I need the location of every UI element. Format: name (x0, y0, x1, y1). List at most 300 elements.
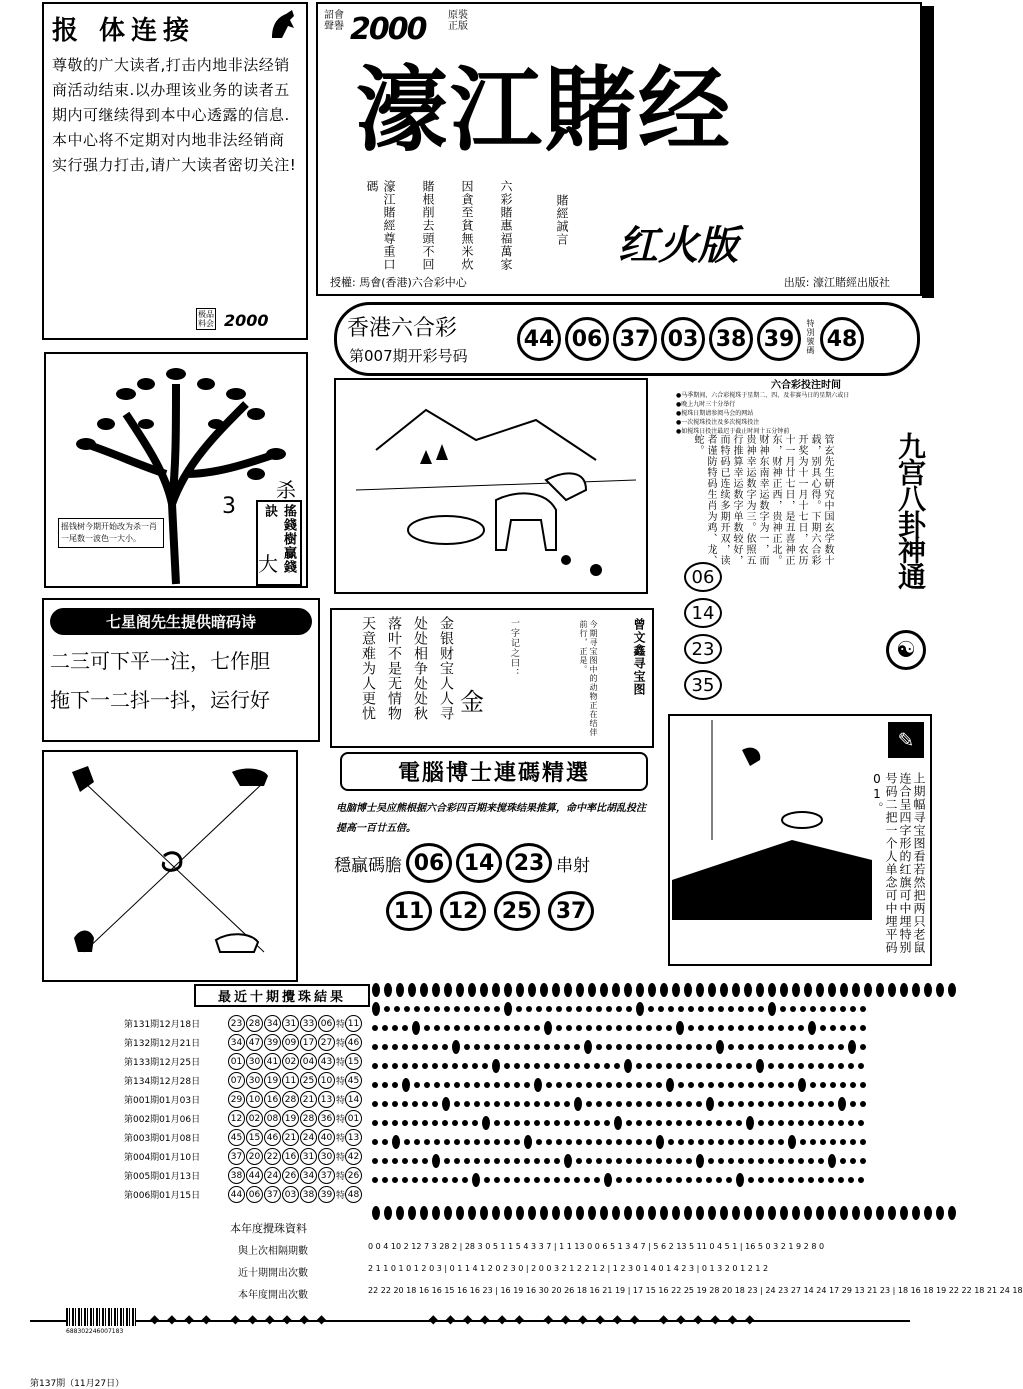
result-row (124, 1071, 363, 1090)
grid-dot (720, 1206, 728, 1220)
schedule-line: ●一次搅珠投注及多次搅珠投注 (676, 419, 760, 426)
grid-dot (672, 1206, 680, 1220)
grid-dot (676, 1158, 682, 1164)
grid-dot (576, 1206, 584, 1220)
grid-dot (798, 1063, 804, 1069)
grid-dot (392, 1044, 398, 1050)
grid-dot (412, 1177, 418, 1183)
grid-dot (666, 1158, 672, 1164)
grid-dot (732, 983, 740, 997)
grid-dot (564, 983, 572, 997)
grid-dot (434, 1025, 440, 1031)
grid-dot (372, 1044, 378, 1050)
grid-dot (586, 1082, 592, 1088)
grid-dot (656, 1101, 662, 1107)
riddle-label: 一字记之曰： (509, 618, 519, 678)
grid-dot (636, 1158, 642, 1164)
grid-dot (626, 1177, 632, 1183)
grid-dot (678, 1139, 684, 1145)
grid-dot (372, 1120, 378, 1126)
grid-dot (768, 1101, 774, 1107)
grid-dot (828, 1177, 834, 1183)
draw-ball: 06 (565, 317, 609, 361)
grid-dot (432, 983, 440, 997)
grid-dot (484, 1139, 490, 1145)
grid-dot (738, 1025, 744, 1031)
grid-dot (864, 1206, 872, 1220)
auth-label: 授權: (330, 276, 356, 289)
animals-walking-illustration (336, 380, 646, 592)
grid-dot (474, 1044, 480, 1050)
grid-dot (412, 1044, 418, 1050)
result-ball: 20 (246, 1148, 263, 1165)
pick-ball: 23 (506, 843, 552, 883)
grid-dot (392, 1101, 398, 1107)
grid-dot (738, 1006, 744, 1012)
masthead-shadow (922, 6, 934, 298)
grid-dot (860, 1006, 866, 1012)
grid-dot (828, 1044, 834, 1050)
computer-row-1 (334, 843, 654, 883)
grid-dot (888, 983, 896, 997)
grid-dot (830, 1025, 836, 1031)
grid-dot (464, 1025, 470, 1031)
grid-dot (858, 1177, 864, 1183)
grid-dot (736, 1063, 742, 1069)
grid-dot (574, 1120, 580, 1126)
grid-dot (566, 1006, 572, 1012)
grid-dot (948, 983, 956, 997)
grid-dot (504, 1177, 510, 1183)
grid-dot (584, 1040, 592, 1054)
grid-dot (454, 1082, 460, 1088)
grid-dot (624, 983, 632, 997)
grid-row (370, 1132, 810, 1151)
result-special-ball: 42 (345, 1148, 362, 1165)
grid-dot (696, 1154, 704, 1168)
riddle-note: 今期寻宝图中的动物正在结伴前行，正是。 (579, 620, 598, 737)
special-label: 特別號碼 (806, 319, 815, 355)
grid-dot (912, 983, 920, 997)
grid-dot (788, 1120, 794, 1126)
grid-dot (840, 983, 848, 997)
grid-dot (816, 1206, 824, 1220)
grid-dot (422, 1177, 428, 1183)
result-ball: 22 (264, 1148, 281, 1165)
grid-dot (718, 1101, 724, 1107)
grid-dot (728, 1044, 734, 1050)
grid-dot (768, 1206, 776, 1220)
poem-line-1: 二三可下平一注，七作胆 (50, 649, 270, 673)
grid-dot (472, 1063, 478, 1069)
computer-label-right: 串射 (556, 855, 590, 876)
grid-dot (616, 1177, 622, 1183)
result-special-ball: 46 (345, 1034, 362, 1051)
grid-dot (514, 1158, 520, 1164)
grid-dot (372, 1177, 378, 1183)
grid-dot (696, 1063, 702, 1069)
grid-dot (728, 1158, 734, 1164)
result-ball: 02 (246, 1110, 263, 1127)
grid-dot (748, 1158, 754, 1164)
grid-dot (768, 1177, 774, 1183)
grid-dot (626, 1101, 632, 1107)
grid-dot (534, 1078, 542, 1092)
treasure-icon: ✎ (888, 722, 924, 758)
result-ball: 40 (318, 1129, 335, 1146)
grid-dot (668, 1139, 674, 1145)
result-row (124, 1109, 363, 1128)
grid-dot (596, 1139, 602, 1145)
grid-dot (586, 1139, 592, 1145)
pick-ball: 06 (684, 562, 722, 592)
grid-dot (464, 1158, 470, 1164)
result-ball: 38 (300, 1186, 317, 1203)
grid-dot (848, 1120, 854, 1126)
grid-dot (818, 1120, 824, 1126)
grid-dot (402, 1063, 408, 1069)
grid-dot (768, 1002, 776, 1016)
result-special-ball: 14 (345, 1091, 362, 1108)
grid-dot (604, 1063, 610, 1069)
pick-ball: 35 (684, 670, 722, 700)
result-ball: 38 (228, 1167, 245, 1184)
grid-dot (744, 1206, 752, 1220)
grid-dot (748, 1177, 754, 1183)
grid-dot (402, 1177, 408, 1183)
grid-dot (454, 1006, 460, 1012)
grid-dot (624, 1206, 632, 1220)
grid-dot (402, 1158, 408, 1164)
grid-dot (614, 1063, 620, 1069)
grid-dot (556, 1025, 562, 1031)
result-ball: 46 (264, 1129, 281, 1146)
masthead (316, 2, 922, 296)
grid-dot (718, 1158, 724, 1164)
grid-dot (758, 1139, 764, 1145)
grid-dot (698, 1082, 704, 1088)
grid-dot (768, 983, 776, 997)
grid-dot (494, 1177, 500, 1183)
grid-dot (612, 1206, 620, 1220)
grid-dot (452, 1040, 460, 1054)
grid-dot (800, 1006, 806, 1012)
result-ball: 06 (318, 1015, 335, 1032)
grid-dot (422, 1120, 428, 1126)
grid-dot (876, 983, 884, 997)
grid-dot (516, 1206, 524, 1220)
grid-dot (372, 1002, 380, 1016)
result-ball: 16 (282, 1148, 299, 1165)
grid-dot (412, 1063, 418, 1069)
grid-dot (716, 1063, 722, 1069)
grid-dot (626, 1082, 632, 1088)
grid-dot (756, 1059, 764, 1073)
grid-dot (790, 1006, 796, 1012)
grid-dot (412, 1158, 418, 1164)
grid-dot (828, 1206, 836, 1220)
grid-dot (424, 1139, 430, 1145)
grid-dot (616, 1025, 622, 1031)
grid-dot (382, 1044, 388, 1050)
draw-ball: 37 (613, 317, 657, 361)
grid-dot (728, 1082, 734, 1088)
grid-dot (828, 1120, 834, 1126)
result-ball: 41 (264, 1053, 281, 1070)
grid-dot (514, 1044, 520, 1050)
grid-dot (798, 1101, 804, 1107)
grid-dot (850, 1082, 856, 1088)
result-ball: 34 (264, 1015, 281, 1032)
grid-dot (546, 1006, 552, 1012)
result-row (124, 1090, 363, 1109)
grid-dot (738, 1158, 744, 1164)
grid-dot (800, 1139, 806, 1145)
grid-dot (646, 1139, 652, 1145)
grid-dot (454, 1101, 460, 1107)
masthead-col: 六彩賭惠福萬家 (499, 180, 513, 271)
treasure-box (668, 714, 932, 966)
grid-row (370, 999, 810, 1018)
grid-dot (484, 1006, 490, 1012)
grid-dot (758, 1025, 764, 1031)
bagua-icon: ☯ (886, 630, 926, 670)
grid-dot (820, 1025, 826, 1031)
grid-dot (564, 1154, 572, 1168)
draw-title: 香港六合彩 (347, 316, 458, 341)
grid-dot (606, 1006, 612, 1012)
grid-dot (788, 1177, 794, 1183)
grid-dot (850, 1006, 856, 1012)
schedule-title: 六合彩投注时间 (771, 380, 841, 391)
riddle-side: 曾文鑫寻宝图 (632, 618, 646, 696)
grid-dot (736, 1173, 744, 1187)
grid-dot (616, 1044, 622, 1050)
grid-dot (656, 1063, 662, 1069)
grid-dot (596, 1082, 602, 1088)
grid-dot (556, 1082, 562, 1088)
grid-dot (420, 983, 428, 997)
grid-dot (656, 1158, 662, 1164)
grid-dot (514, 1139, 520, 1145)
grid-dot (838, 1177, 844, 1183)
grid-dot (456, 1206, 464, 1220)
ten-values: 2 1 1 0 1 0 1 2 0 3 | 0 1 1 4 1 2 0 2 3 0 | 2 0 0 3 2 1 2 2 1 2 | 1 2 3 0 1 4 0 1 4 2 3 | 0 1 3 2 0 1 2 1 2 (368, 1264, 769, 1273)
schedule-line: ●搅珠日期请参阅马会的网站 (676, 410, 754, 417)
grid-dot (474, 1101, 480, 1107)
grid-dot (484, 1044, 490, 1050)
footer-ornaments: ◆◆◆◆ ◆◆◆◆◆◆ ◆◆◆◆◆◆ ◆◆◆◆◆◆ ◆◆◆◆◆◆ (150, 1312, 763, 1326)
grid-dot (432, 1206, 440, 1220)
grid-dot (656, 1044, 662, 1050)
grid-dot (372, 1101, 378, 1107)
grid-dot (554, 1063, 560, 1069)
result-ball: 44 (246, 1167, 263, 1184)
riddle-columns (358, 616, 456, 721)
computer-label-left: 穩贏碼膽 (334, 855, 402, 876)
grid-dot (462, 1063, 468, 1069)
result-ball: 04 (300, 1053, 317, 1070)
grid-dot (708, 1158, 714, 1164)
draw-ball: 38 (709, 317, 753, 361)
grid-dot (646, 1063, 652, 1069)
grid-dot (778, 1063, 784, 1069)
grid-dot (544, 1120, 550, 1126)
grid-dot (432, 1044, 438, 1050)
grid-dot (732, 1206, 740, 1220)
grid-dot (696, 1120, 702, 1126)
special-mark: 特 (336, 1172, 346, 1182)
grid-dot (748, 1101, 754, 1107)
poem-box (42, 598, 320, 742)
result-ball: 12 (228, 1110, 245, 1127)
grid-dot (504, 1139, 510, 1145)
grid-dot (464, 1082, 470, 1088)
result-row (124, 1052, 363, 1071)
draw-numbers (517, 317, 864, 361)
notice-body: 尊敬的广大读者,打击内地非法经销商活动结束.以办理该业务的读者五期内可继续得到本中心透露的信息.本中心将不定期对内地非法经销商实行强力打击,请广大读者密切关注! (52, 56, 297, 174)
grid-dot (636, 1044, 642, 1050)
grid-dot (858, 1063, 864, 1069)
grid-dot (544, 1158, 550, 1164)
grid-dot (676, 1101, 682, 1107)
side-title: 九宫八卦神通 (894, 432, 927, 588)
grid-dot (482, 1116, 490, 1130)
grid-dot (382, 1158, 388, 1164)
grid-dot (808, 1063, 814, 1069)
grid-dot (564, 1120, 570, 1126)
label-gap: 與上次相隔期數 (238, 1246, 308, 1257)
grid-dot (564, 1044, 570, 1050)
computer-box (334, 752, 654, 958)
grid-dot (828, 1101, 834, 1107)
result-ball: 30 (318, 1148, 335, 1165)
grid-dot (876, 1206, 884, 1220)
masthead-auth (330, 274, 467, 290)
grid-dot (726, 1063, 732, 1069)
grid-dot (636, 983, 644, 997)
grid-dot (394, 1006, 400, 1012)
grid-dot (504, 983, 512, 997)
grid-dot (768, 1044, 774, 1050)
grid-dot (424, 1082, 430, 1088)
grid-dot (382, 1025, 388, 1031)
schedule-article: 管玄先生研究中国玄学数十载，别具心得。下期六合彩开奖为十一月十七日，农历十一月廿七日，是丑喜神正东，财神正西，贵神正北。财神东南幸运数字为一，而贵神幸运数字为三。依照五行推算幸运数字单数较好，而特码已连续多期开双，读者谨防特码生肖为鸡、龙、蛇。 (692, 434, 833, 566)
pick-ball: 25 (494, 891, 540, 931)
grid-dot (648, 1206, 656, 1220)
grid-dot (392, 1120, 398, 1126)
issue: 第133期12月25日 (124, 1058, 201, 1068)
grid-dot (524, 1120, 530, 1126)
grid-dot (636, 1063, 642, 1069)
grid-dot (900, 983, 908, 997)
grid-dot (780, 1006, 786, 1012)
grid-dot (402, 1044, 408, 1050)
grid-dot (524, 1063, 530, 1069)
grid-dot (384, 983, 392, 997)
grid-dot (686, 1177, 692, 1183)
grid-dot (716, 1177, 722, 1183)
pick-ball: 12 (440, 891, 486, 931)
grid-dot (924, 1206, 932, 1220)
grid-dot (554, 1044, 560, 1050)
dot-grid (370, 980, 810, 1222)
grid-dot (688, 1082, 694, 1088)
grid-dot (556, 1006, 562, 1012)
grid-dot (584, 1063, 590, 1069)
grid-row (370, 1094, 810, 1113)
result-ball: 09 (282, 1034, 299, 1051)
tree-char-big: 大 (258, 552, 278, 576)
result-row (124, 1147, 363, 1166)
grid-dot (768, 1082, 774, 1088)
grid-dot (594, 1177, 600, 1183)
result-ball: 13 (318, 1091, 335, 1108)
grid-dot (534, 1120, 540, 1126)
animal-illustration (334, 378, 648, 594)
grid-dot (686, 1101, 692, 1107)
grid-dot (656, 1025, 662, 1031)
grid-dot (626, 1006, 632, 1012)
result-ball: 15 (246, 1129, 263, 1146)
grid-dot (462, 1120, 468, 1126)
grid-row (370, 1056, 810, 1075)
grid-dot (768, 1025, 774, 1031)
grid-dot (636, 1101, 642, 1107)
issue: 第003期01月08日 (124, 1134, 201, 1144)
result-ball: 10 (318, 1072, 335, 1089)
grid-dot (708, 983, 716, 997)
grid-dot (492, 983, 500, 997)
grid-dot (818, 1063, 824, 1069)
result-ball: 28 (246, 1015, 263, 1032)
special-mark: 特 (336, 1191, 346, 1201)
grid-dot (526, 1006, 532, 1012)
grid-row (370, 1170, 810, 1189)
grid-dot (606, 1082, 612, 1088)
horse-icon (266, 8, 300, 42)
results-title: 最近十期攪珠結果 (194, 984, 370, 1007)
grid-dot (706, 1177, 712, 1183)
grid-dot (646, 1044, 652, 1050)
grid-dot (482, 1063, 488, 1069)
grid-dot (480, 983, 488, 997)
grid-dot (678, 1006, 684, 1012)
grid-dot (726, 1177, 732, 1183)
grid-dot (382, 1139, 388, 1145)
computer-row-2 (386, 891, 654, 931)
result-special-ball: 15 (345, 1053, 362, 1070)
grid-dot (778, 1120, 784, 1126)
grid-dot (688, 1025, 694, 1031)
grid-dot (820, 1082, 826, 1088)
grid-dot (758, 1158, 764, 1164)
grid-dot (574, 1177, 580, 1183)
grid-dot (594, 1063, 600, 1069)
riddle-col: 处处相争处处秋 (412, 616, 428, 721)
grid-dot (606, 1025, 612, 1031)
grid-dot (384, 1206, 392, 1220)
grid-dot (676, 1021, 684, 1035)
grid-dot (442, 1120, 448, 1126)
issue: 第004期01月10日 (124, 1153, 201, 1163)
grid-dot (636, 1139, 642, 1145)
zodiac-cross-illustration (44, 752, 296, 980)
grid-dot (544, 1177, 550, 1183)
grid-dot (656, 1135, 664, 1149)
grid-dot (392, 1082, 398, 1088)
grid-dot (666, 1025, 672, 1031)
